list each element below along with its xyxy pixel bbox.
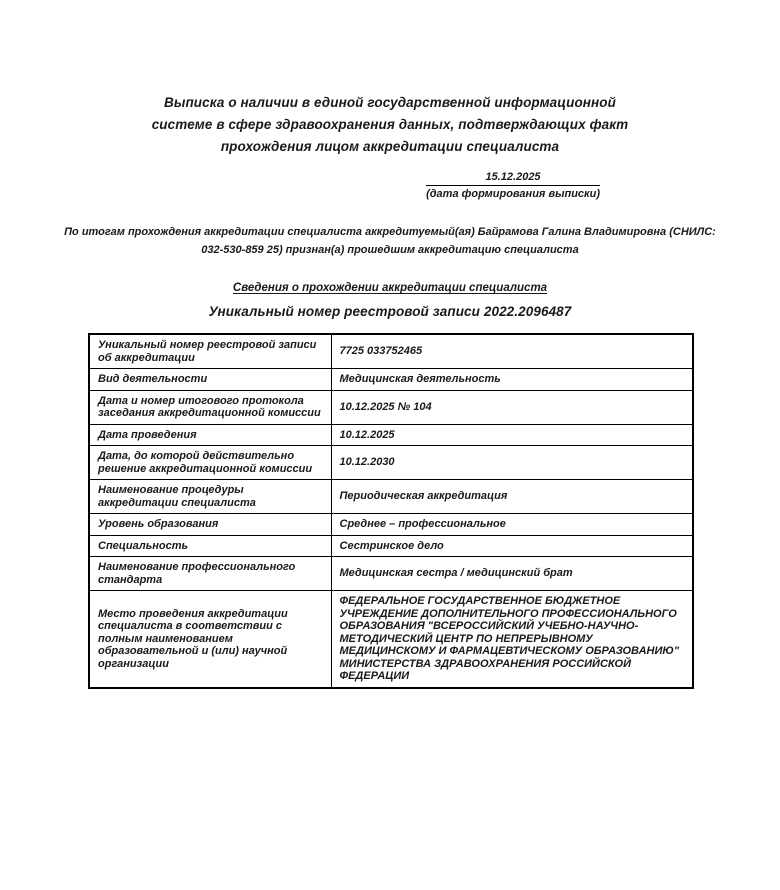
row-label: Дата и номер итогового протокола заседания аккредитационной комиссии [89,390,331,424]
table-row [89,446,693,480]
table-row [89,424,693,446]
row-label: Наименование процедуры аккредитации специалиста [89,480,331,514]
row-label: Уникальный номер реестровой записи об аккредитации [89,334,331,369]
document-title-line: системе в сфере здравоохранения данных, подтверждающих факт [151,117,629,132]
extract-date: 15.12.2025 [426,171,600,186]
row-label: Вид деятельности [89,369,331,391]
row-value: Периодическая аккредитация [331,480,693,514]
row-value: 7725 033752465 [331,334,693,369]
row-value: 10.12.2025 [331,424,693,446]
table-row [89,334,693,369]
intro-paragraph-line: 032-530-859 25) признан(а) прошедшим аккредитацию специалиста [201,244,579,256]
table-row [89,390,693,424]
table-row [89,480,693,514]
row-value: 10.12.2030 [331,446,693,480]
extract-date-section [0,171,780,202]
row-label: Наименование профессионального стандарта [89,557,331,591]
table-row [89,557,693,591]
record-number-heading: Уникальный номер реестровой записи 2022.2096487 [208,304,572,319]
row-label: Уровень образования [89,514,331,536]
row-value: 10.12.2025 № 104 [331,390,693,424]
row-value: ФЕДЕРАЛЬНОЕ ГОСУДАРСТВЕННОЕ БЮДЖЕТНОЕ УЧРЕЖДЕНИЕ ДОПОЛНИТЕЛЬНОГО ПРОФЕССИОНАЛЬНОГО ОБРАЗОВАНИЯ "ВСЕРОССИЙСКИЙ УЧЕБНО-НАУЧНО-МЕТОДИЧЕСКИЙ ЦЕНТР ПО НЕПРЕРЫВНОМУ МЕДИЦИНСКОМУ И ФАРМАЦЕВТИЧЕСКОМУ ОБРАЗОВАНИЮ" МИНИСТЕРСТВА ЗДРАВООХРАНЕНИЯ РОССИЙСКОЙ ФЕДЕРАЦИИ [331,591,693,688]
document-title-line: прохождения лицом аккредитации специалиста [220,139,560,154]
row-label: Место проведения аккредитации специалиста в соответствии с полным наименованием образовательной и (или) научной организации [89,591,331,688]
row-label: Дата, до которой действительно решение аккредитационной комиссии [89,446,331,480]
section-heading: Сведения о прохождении аккредитации специалиста [232,282,548,294]
extract-date-caption: (дата формирования выписки) [426,188,600,200]
table-row [89,591,693,688]
row-label: Дата проведения [89,424,331,446]
row-value: Среднее – профессиональное [331,514,693,536]
intro-paragraph [0,223,780,259]
row-label: Специальность [89,535,331,557]
table-row [89,535,693,557]
accreditation-table [88,333,694,689]
extract-date-block [426,171,600,200]
table-row [89,369,693,391]
row-value: Медицинская деятельность [331,369,693,391]
document-title-line: Выписка о наличии в единой государственной информационной [163,95,616,110]
document-title [0,0,780,158]
intro-paragraph-line: По итогам прохождения аккредитации специалиста аккредитуемый(ая) Байрамова Галина Владимировна (СНИЛС: [64,226,716,238]
row-value: Сестринское дело [331,535,693,557]
row-value: Медицинская сестра / медицинский брат [331,557,693,591]
table-row [89,514,693,536]
